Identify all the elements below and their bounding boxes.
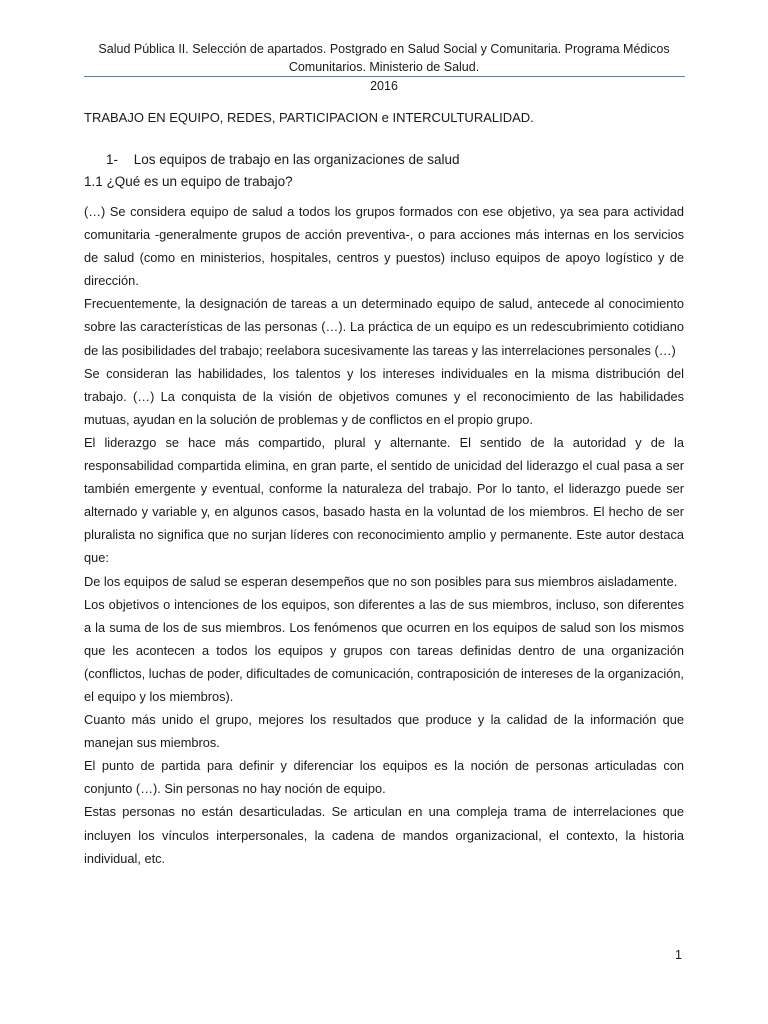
page-header — [84, 40, 684, 76]
heading-2: 1.1 ¿Qué es un equipo de trabajo? — [84, 174, 293, 189]
paragraph: El punto de partida para definir y diferenciar los equipos es la noción de personas articuladas con conjunto (…). Sin personas no hay noción de equipo. — [84, 758, 684, 797]
paragraph: De los equipos de salud se esperan desempeños que no son posibles para sus miembros aisladamente. — [84, 573, 678, 589]
paragraph: Los objetivos o intenciones de los equipos, son diferentes a las de sus miembros, incluso, son diferentes a la suma de los de sus miembros. Los fenómenos que ocurren en los equipos de salud son los mismos que les acontecen a todos los equipos y grupos con tareas definidas dentro de una organización (conflictos, luchas de poder, dificultades de comunicación, contraposición de intereses de la organización, el equipo y los miembros). — [84, 596, 684, 704]
paragraph: (…) Se considera equipo de salud a todos los grupos formados con ese objetivo, ya sea para actividad comunitaria -generalmente grupos de acción preventiva-, o para acciones más internas en los servicios de salud (como en ministerios, hospitales, centros y puestos) incluso equipos de apoyo logístico y de dirección. — [84, 204, 684, 289]
header-rule — [84, 76, 685, 77]
paragraph: Cuanto más unido el grupo, mejores los resultados que produce y la calidad de la información que manejan sus miembros. — [84, 712, 684, 751]
heading-1-number: 1- — [106, 152, 119, 167]
header-year: 2016 — [370, 79, 398, 93]
document-body — [84, 108, 684, 870]
header-title: Salud Pública II. Selección de apartados. Postgrado en Salud Social y Comunitaria. Programa Médicos Comunitarios. Ministerio de Salud. — [98, 42, 670, 74]
paragraph: Frecuentemente, la designación de tareas a un determinado equipo de salud, antecede al conocimiento sobre las características de las personas (…). La práctica de un equipo es un redescubrimiento cotidiano de las posibilidades del trabajo; reelabora sucesivamente las tareas y las interrelaciones personales (…) — [84, 296, 684, 358]
page-number: 1 — [675, 948, 682, 962]
heading-1 — [84, 150, 684, 170]
paragraph: El liderazgo se hace más compartido, plural y alternante. El sentido de la autoridad y de la responsabilidad compartida elimina, en gran parte, el sentido de unicidad del liderazgo el cual pasa a ser también emergente y eventual, conforme la naturaleza del trabajo. Por lo tanto, el liderazgo puede ser alternado y variable y, en algunos casos, basado hasta en la voluntad de los miembros. El hecho de ser pluralista no significa que no surjan líderes con reconocimiento amplio y permanente. Este autor destaca que: — [84, 434, 684, 566]
paragraph: Se consideran las habilidades, los talentos y los intereses individuales en la misma distribución del trabajo. (…) La conquista de la visión de objetivos comunes y el reconocimiento de las habilidades mutuas, ayudan en la solución de problemas y de conflictos en el propio grupo. — [84, 365, 684, 427]
section-title: TRABAJO EN EQUIPO, REDES, PARTICIPACION e INTERCULTURALIDAD. — [84, 110, 534, 125]
paragraph: Estas personas no están desarticuladas. Se articulan en una compleja trama de interrelaciones que incluyen los vínculos interpersonales, la cadena de mandos organizacional, el contexto, la historia individual, etc. — [84, 804, 684, 866]
heading-1-text: Los equipos de trabajo en las organizaciones de salud — [133, 152, 460, 167]
